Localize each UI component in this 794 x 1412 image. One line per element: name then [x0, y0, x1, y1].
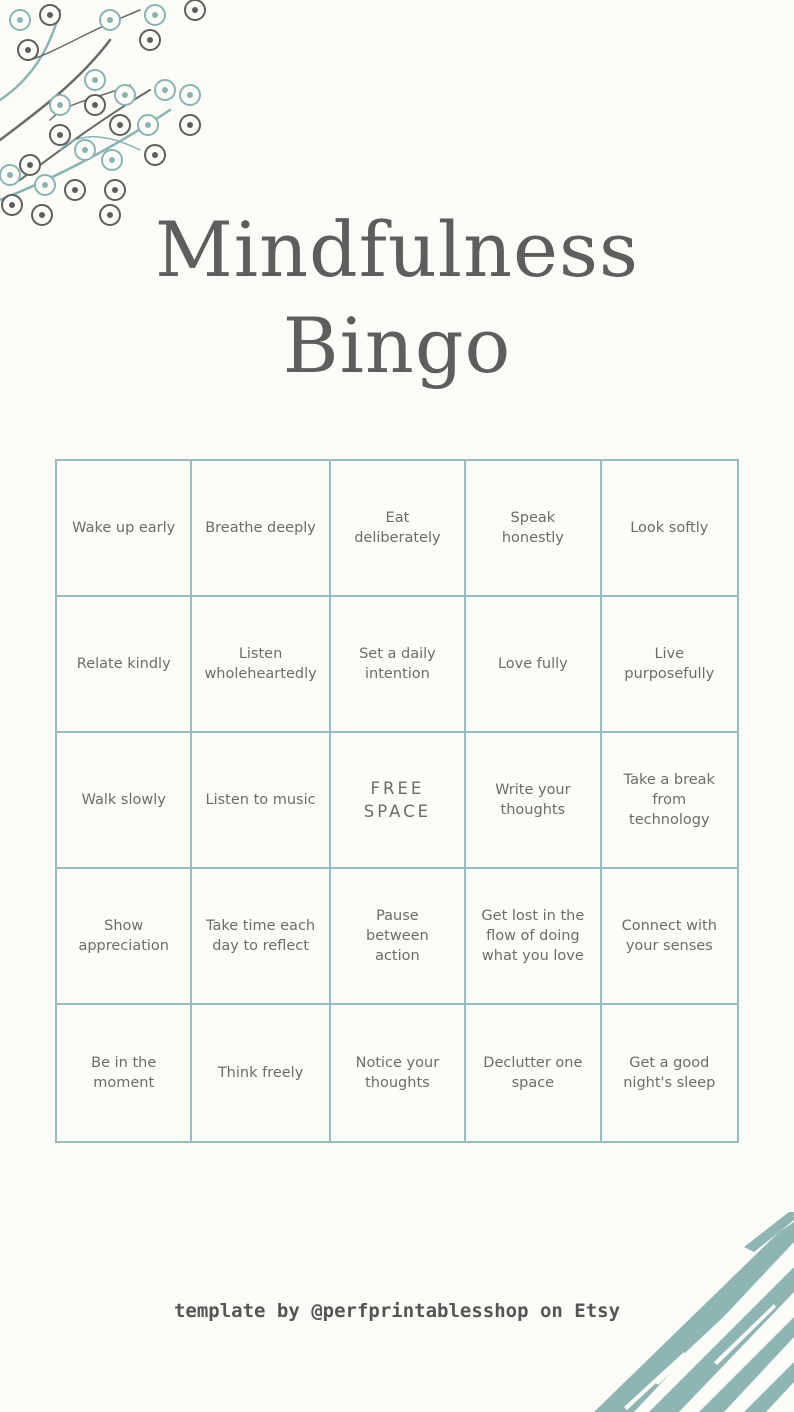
bingo-cell-label: Eat deliberately	[354, 510, 441, 546]
bingo-cell-label: Listen wholeheartedly	[204, 646, 317, 682]
bingo-board	[55, 459, 739, 1143]
bingo-cell[interactable]	[466, 597, 601, 733]
bingo-cell[interactable]	[192, 1005, 330, 1141]
bingo-cell[interactable]	[602, 461, 737, 597]
bingo-cell[interactable]	[57, 461, 192, 597]
bingo-cell-label: Look softly	[630, 520, 709, 536]
bingo-cell-label: Live purposefully	[624, 646, 715, 682]
bingo-cell-label: Pause between action	[366, 908, 429, 964]
bingo-cell-label: Show appreciation	[78, 918, 169, 954]
bingo-cell[interactable]	[57, 1005, 192, 1141]
bingo-cell[interactable]	[602, 1005, 737, 1141]
free-space-label: FREE SPACE	[363, 779, 432, 821]
bingo-cell-label: Write your thoughts	[495, 782, 571, 818]
bingo-cell[interactable]	[602, 869, 737, 1005]
bingo-cell-label: Get lost in the flow of doing what you love	[481, 908, 585, 964]
bingo-cell-label: Relate kindly	[76, 656, 171, 672]
page-title-line-2: Bingo	[282, 301, 512, 390]
page-title-line-1: Mindfulness	[154, 205, 640, 294]
bingo-cell[interactable]	[331, 461, 466, 597]
bingo-cell-label: Be in the moment	[91, 1055, 157, 1091]
bingo-cell-label: Listen to music	[205, 792, 316, 808]
bingo-cell-label: Connect with your senses	[621, 918, 717, 954]
bingo-cell[interactable]	[57, 597, 192, 733]
bingo-cell-label: Take time each day to reflect	[206, 918, 316, 954]
bingo-cell-label: Notice your thoughts	[355, 1055, 440, 1091]
bingo-cell-label: Get a good night's sleep	[623, 1055, 716, 1091]
bingo-cell-label: Take a break from technology	[623, 772, 715, 828]
bingo-cell[interactable]	[192, 869, 330, 1005]
free-space-cell[interactable]	[331, 733, 466, 869]
bingo-cell[interactable]	[331, 597, 466, 733]
bingo-cell[interactable]	[466, 733, 601, 869]
bingo-cell[interactable]	[331, 1005, 466, 1141]
bingo-cell-label: Breathe deeply	[205, 520, 316, 536]
bingo-cell-label: Walk slowly	[81, 792, 166, 808]
bingo-cell-label: Declutter one space	[483, 1055, 583, 1091]
bingo-cell[interactable]	[331, 869, 466, 1005]
bingo-cell[interactable]	[192, 461, 330, 597]
credit-text: template by @perfprintablesshop on Etsy	[173, 1300, 621, 1322]
bingo-cell[interactable]	[57, 733, 192, 869]
bingo-cell[interactable]	[192, 597, 330, 733]
bingo-cell-label: Wake up early	[72, 520, 176, 536]
bingo-cell[interactable]	[466, 461, 601, 597]
bingo-cell[interactable]	[57, 869, 192, 1005]
bingo-cell-label: Think freely	[217, 1065, 304, 1081]
bingo-cell-label: Set a daily intention	[359, 646, 436, 682]
bingo-cell-label: Speak honestly	[501, 510, 564, 546]
floral-branch-icon	[0, 0, 215, 240]
brush-stroke-icon	[594, 1212, 794, 1412]
bingo-cell[interactable]	[602, 733, 737, 869]
bingo-cell[interactable]	[602, 597, 737, 733]
bingo-cell[interactable]	[192, 733, 330, 869]
bingo-cell-label: Love fully	[497, 656, 568, 672]
bingo-cell[interactable]	[466, 1005, 601, 1141]
bingo-cell[interactable]	[466, 869, 601, 1005]
